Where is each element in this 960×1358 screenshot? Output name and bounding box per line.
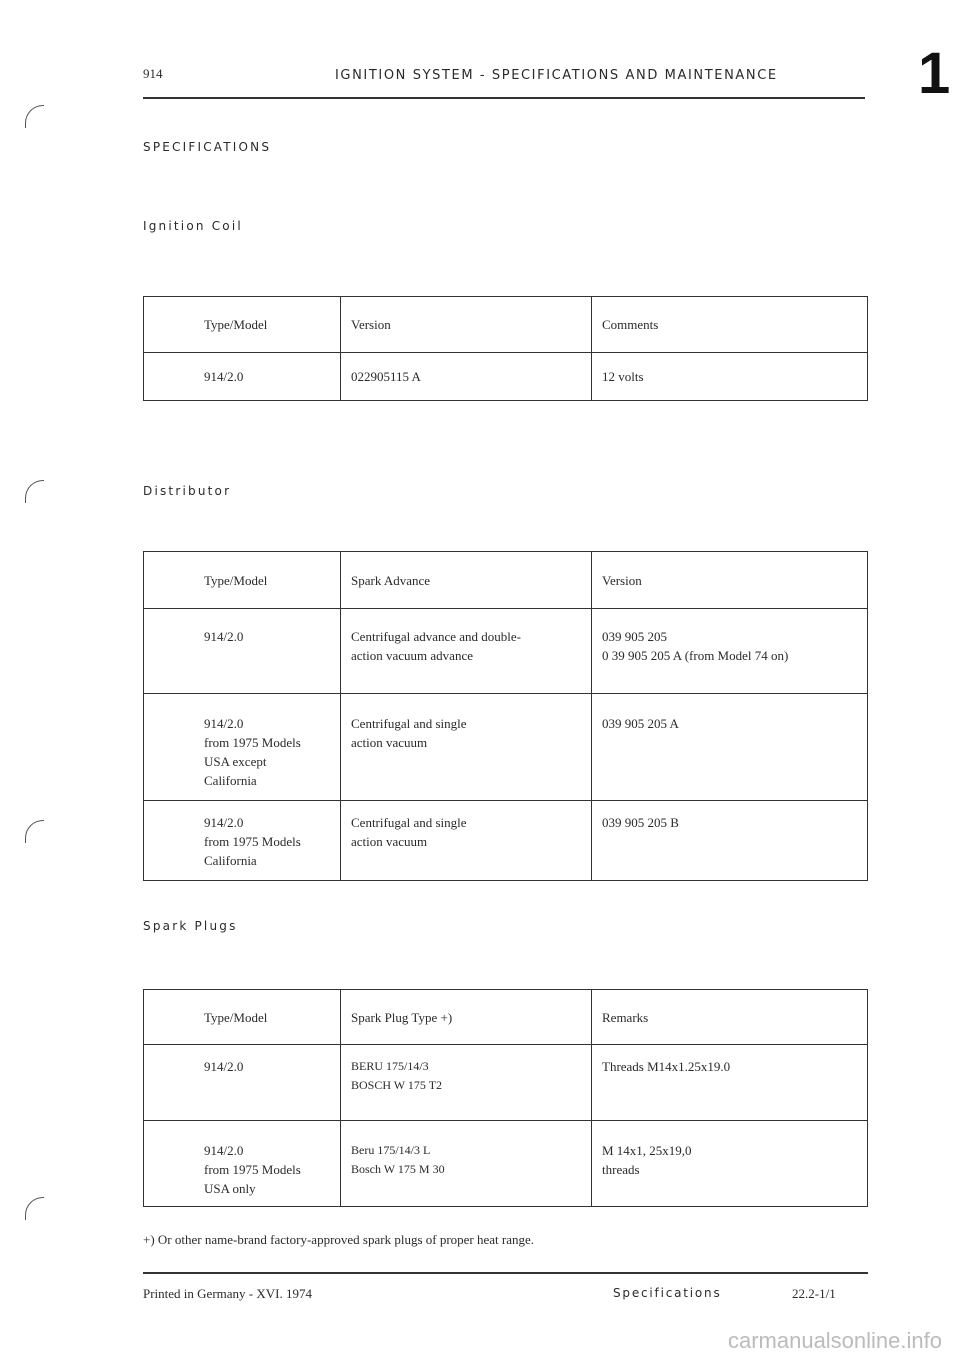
table-cell: Beru 175/14/3 L Bosch W 175 M 30 (341, 1121, 592, 1207)
binder-hole-mark (25, 820, 44, 843)
footer-section: Specifications (613, 1286, 722, 1300)
table-row (144, 694, 868, 801)
footer-page-number: 22.2-1/1 (792, 1286, 836, 1301)
binder-hole-mark (25, 480, 44, 503)
table-cell: 914/2.0 (144, 353, 341, 401)
table-cell: Centrifugal and single action vacuum (341, 801, 592, 881)
table-cell: 914/2.0 from 1975 Models USA except California (144, 694, 341, 801)
table-row (144, 801, 868, 881)
table-cell: M 14x1, 25x19,0 threads (592, 1121, 868, 1207)
table-cell: Centrifugal advance and double- action vacuum advance (341, 609, 592, 694)
table-cell: 914/2.0 (144, 609, 341, 694)
table-cell: Threads M14x1.25x19.0 (592, 1045, 868, 1121)
table-header-row (144, 552, 868, 609)
specifications-heading: SPECIFICATIONS (143, 140, 272, 154)
column-header: Version (341, 297, 592, 353)
column-header: Type/Model (144, 297, 341, 353)
table-cell: 914/2.0 from 1975 Models California (144, 801, 341, 881)
spark-plugs-table (143, 989, 868, 1207)
header-model: 914 (143, 66, 163, 81)
table-cell: 914/2.0 (144, 1045, 341, 1121)
column-header: Type/Model (144, 990, 341, 1045)
table-cell: 914/2.0 from 1975 Models USA only (144, 1121, 341, 1207)
table-cell: 039 905 205 B (592, 801, 868, 881)
column-header: Version (592, 552, 868, 609)
table-row (144, 1121, 868, 1207)
footnote: +) Or other name-brand factory-approved spark plugs of proper heat range. (143, 1232, 535, 1247)
table-cell: Centrifugal and single action vacuum (341, 694, 592, 801)
column-header: Comments (592, 297, 868, 353)
table-header-row (144, 297, 868, 353)
table-cell: 039 905 205 A (592, 694, 868, 801)
table-cell: 12 volts (592, 353, 868, 401)
table-cell: 022905115 A (341, 353, 592, 401)
ignition-coil-heading: Ignition Coil (143, 219, 243, 233)
column-header: Type/Model (144, 552, 341, 609)
section-number: 1 (918, 41, 951, 106)
column-header: Spark Advance (341, 552, 592, 609)
column-header: Remarks (592, 990, 868, 1045)
table-cell: BERU 175/14/3 BOSCH W 175 T2 (341, 1045, 592, 1121)
table-cell: 039 905 205 0 39 905 205 A (from Model 74 on) (592, 609, 868, 694)
table-row (144, 609, 868, 694)
header-title: IGNITION SYSTEM - SPECIFICATIONS AND MAINTENANCE (335, 68, 778, 83)
ignition-coil-table (143, 296, 868, 401)
spark-plugs-heading: Spark Plugs (143, 919, 238, 933)
column-header: Spark Plug Type +) (341, 990, 592, 1045)
watermark: carmanualsonline.info (727, 1328, 942, 1353)
table-row (144, 1045, 868, 1121)
binder-hole-mark (25, 105, 44, 128)
table-header-row (144, 990, 868, 1045)
footer-printed: Printed in Germany - XVI. 1974 (143, 1286, 312, 1301)
binder-hole-mark (25, 1197, 44, 1220)
distributor-table (143, 551, 868, 881)
header-rule (143, 97, 865, 99)
distributor-heading: Distributor (143, 484, 232, 498)
footer-rule (143, 1272, 868, 1274)
table-row (144, 353, 868, 401)
